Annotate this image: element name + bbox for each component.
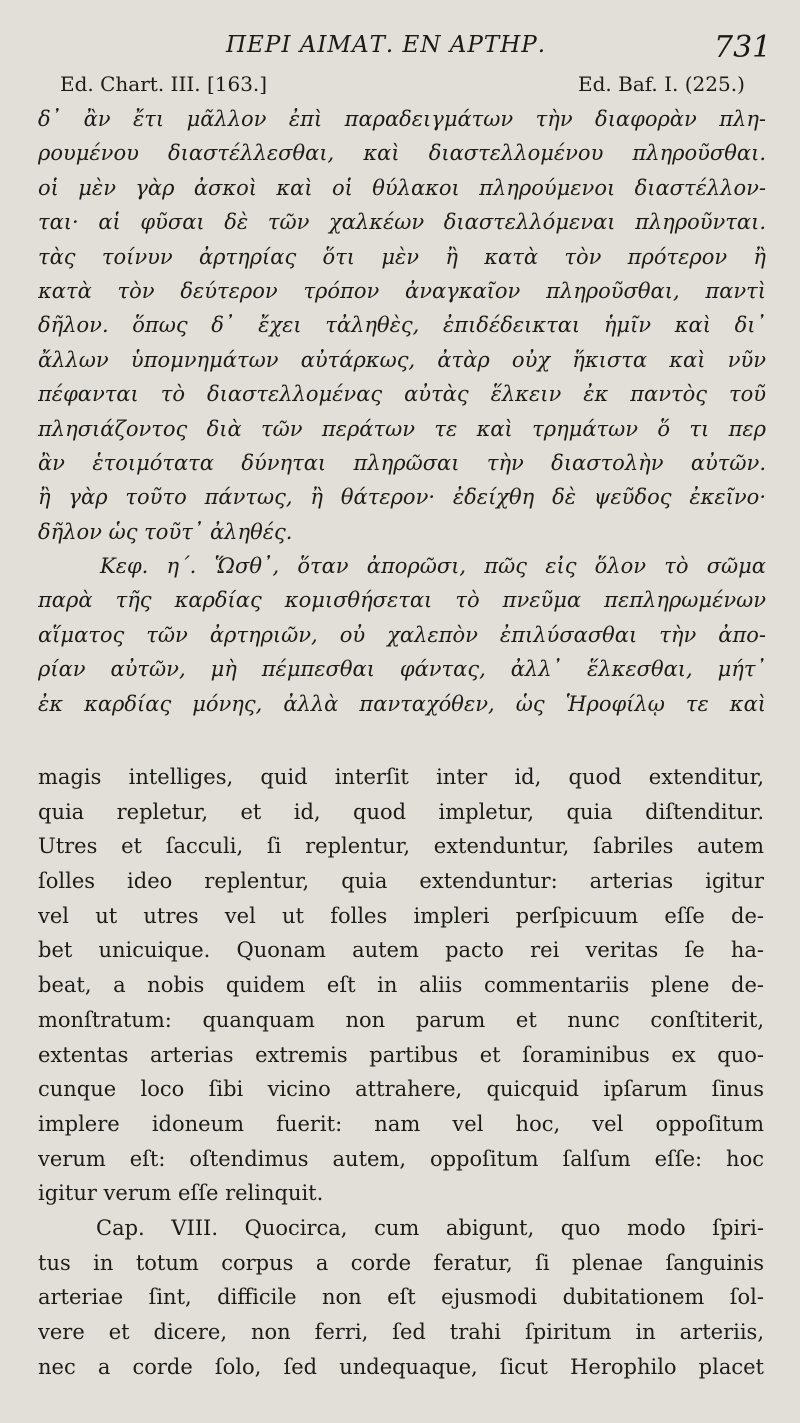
greek-line: παρὰ τῆς καρδίας κομισθήσεται τὸ πνεῦμα πεπληρωμένων (38, 588, 766, 613)
latin-line: cunque loco ſibi vicino attrahere, quicquid ipſarum ſinus (38, 1077, 764, 1102)
greek-text-block (38, 102, 766, 721)
greek-line: ἄλλων ὑπομνημάτων αὐτάρκως, ἀτὰρ οὐχ ἥκιστα καὶ νῦν (38, 347, 766, 372)
latin-line: ſolles ideo replentur, quia extenduntur: arterias igitur (38, 869, 764, 894)
greek-line: ρουμένου διαστέλλεσθαι, καὶ διαστελλομένου πληροῦσθαι. (38, 141, 766, 166)
greek-line: δ᾽ ἂν ἔτι μᾶλλον ἐπὶ παραδειγμάτων τὴν διαφορὰν πλη- (38, 107, 766, 131)
latin-line: nec a corde ſolo, ſed undequaque, ſicut Herophilo placet (38, 1354, 764, 1379)
greek-line: τὰς τοίνυν ἀρτηρίας ὅτι μὲν ἢ κατὰ τὸν πρότερον ἢ (38, 244, 766, 269)
greek-line: δῆλον ὡς τοῦτ᾽ ἀληθές. (38, 519, 293, 544)
edition-chart-reference: Ed. Chart. III. [163.] (60, 72, 268, 96)
latin-text-block (38, 760, 764, 1384)
latin-line: bet unicuique. Quonam autem pacto rei veritas ſe ha- (38, 938, 764, 963)
edition-references (0, 72, 800, 102)
latin-line: Utres et ſacculi, ſi replentur, extenduntur, ſabriles autem (38, 834, 764, 859)
greek-line: ἂν ἑτοιμότατα δύνηται πληρῶσαι τὴν διαστολὴν αὐτῶν. (38, 450, 766, 475)
latin-line: magis intelliges, quid interſit inter id, quod extenditur, (38, 765, 764, 789)
latin-line: monſtratum: quanquam non parum et nunc conſtiterit, (38, 1007, 764, 1032)
greek-line: ἐκ καρδίας μόνης, ἀλλὰ πανταχόθεν, ὡς Ἡροφίλῳ τε καὶ (38, 691, 766, 716)
running-title: ΠΕΡΙ ΑΙΜΑΤ. ΕΝ ΑΡΤΗΡ. (226, 32, 547, 58)
running-head (0, 30, 800, 66)
greek-line: κατὰ τὸν δεύτερον τρόπον ἀναγκαῖον πληροῦσθαι, παντὶ (38, 278, 766, 303)
latin-line: arteriae ſint, difficile non eſt ejusmodi dubitationem ſol- (38, 1285, 764, 1310)
greek-chapter-heading-line: Κεφ. η΄. Ὥσθ᾽, ὅταν ἀπορῶσι, πῶς εἰς ὅλον τὸ σῶμα (100, 554, 766, 579)
latin-line: implere idoneum fuerit: nam vel hoc, vel oppoſitum (38, 1111, 764, 1136)
greek-line: πέφανται τὸ διαστελλομένας αὐτὰς ἕλκειν ἐκ παντὸς τοῦ (38, 382, 766, 407)
latin-line: vel ut utres vel ut folles impleri perſpicuum eſſe de- (38, 903, 764, 928)
latin-line: beat, a nobis quidem eſt in aliis commentariis plene de- (38, 973, 764, 998)
page-number: 731 (714, 30, 772, 65)
latin-line: quia repletur, et id, quod impletur, quia diſtenditur. (38, 799, 764, 824)
greek-line: ται· αἱ φῦσαι δὲ τῶν χαλκέων διαστελλόμεναι πληροῦνται. (38, 210, 766, 235)
latin-chapter-heading-line: Cap. VIII. Quocirca, cum abigunt, quo modo ſpiri- (96, 1215, 764, 1240)
greek-line: πλησιάζοντος διὰ τῶν περάτων τε καὶ τρημάτων ὅ τι περ (38, 416, 766, 441)
greek-line: ἢ γὰρ τοῦτο πάντως, ἢ θάτερον· ἐδείχθη δὲ ψεῦδος ἐκεῖνο· (38, 485, 766, 510)
latin-line: extentas arterias extremis partibus et ſoraminibus ex quo- (38, 1042, 764, 1067)
latin-line: vere et dicere, non ferri, ſed trahi ſpiritum in arteriis, (38, 1320, 764, 1344)
greek-line: δῆλον. ὅπως δ᾽ ἔχει τἀληθὲς, ἐπιδέδεικται ἡμῖν καὶ δι᾽ (38, 313, 766, 338)
greek-line: οἱ μὲν γὰρ ἀσκοὶ καὶ οἱ θύλακοι πληρούμενοι διαστέλλον- (38, 175, 766, 200)
latin-line: verum eſt: oſtendimus autem, oppoſitum ſalſum eſſe: hoc (38, 1146, 764, 1171)
latin-line: tus in totum corpus a corde feratur, ſi plenae ſanguinis (38, 1250, 764, 1275)
greek-line: αἵματος τῶν ἀρτηριῶν, οὐ χαλεπὸν ἐπιλύσασθαι τὴν ἀπο- (38, 622, 766, 647)
latin-line: igitur verum eſſe relinquit. (38, 1181, 324, 1206)
edition-basel-reference: Ed. Baf. I. (225.) (578, 72, 745, 96)
greek-line: ρίαν αὐτῶν, μὴ πέμπεσθαι φάντας, ἀλλ᾽ ἕλκεσθαι, μήτ᾽ (38, 657, 766, 682)
